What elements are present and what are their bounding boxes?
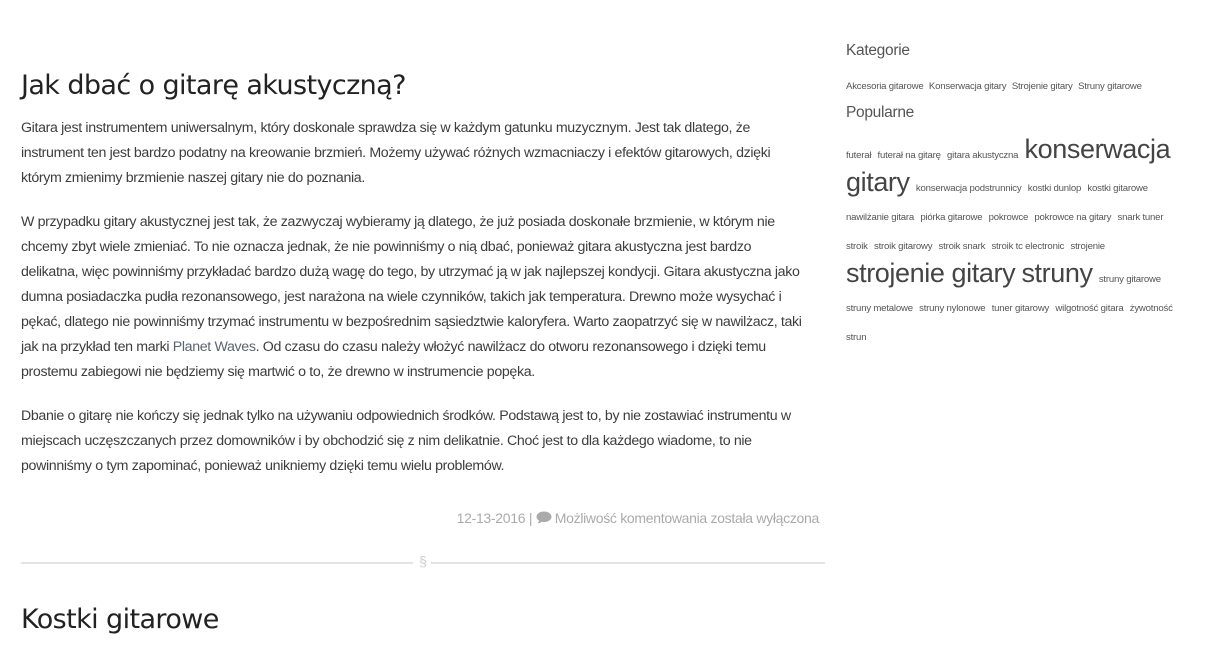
post-paragraph-2 bbox=[21, 210, 811, 385]
tag-link[interactable]: futerał bbox=[846, 150, 872, 161]
tag-link[interactable]: stroik tc electronic bbox=[991, 241, 1065, 252]
meta-separator: | bbox=[525, 510, 536, 526]
category-link[interactable]: Strojenie gitary bbox=[1011, 81, 1073, 92]
categories-list bbox=[846, 81, 1186, 92]
next-post-title[interactable]: Kostki gitarowe bbox=[21, 604, 219, 635]
tag-link[interactable]: snark tuner bbox=[1117, 212, 1164, 223]
tag-link[interactable]: pokrowce na gitary bbox=[1034, 212, 1112, 223]
tag-link[interactable]: stroik snark bbox=[938, 241, 986, 252]
popular-widget-title: Popularne bbox=[846, 104, 914, 121]
post-body bbox=[21, 116, 811, 498]
divider-section-mark: § bbox=[419, 553, 427, 569]
tag-link[interactable]: kostki gitarowe bbox=[1087, 183, 1148, 194]
tag-link[interactable]: żywotność strun bbox=[846, 303, 1173, 343]
tag-link[interactable]: konserwacja gitary bbox=[846, 134, 1171, 197]
tag-link[interactable]: futerał na gitarę bbox=[877, 150, 941, 161]
tag-link[interactable]: gitara akustyczna bbox=[947, 150, 1019, 161]
post-title[interactable]: Jak dbać o gitarę akustyczną? bbox=[21, 70, 406, 101]
post-paragraph-2-text-b: . Od czasu do czasu należy włożyć nawilżacz do otworu rezonansowego i dzięki temu prostemu zabiegowi nie będziemy się martwić o to, że drewno w instrumencie popęka. bbox=[21, 339, 766, 380]
post-paragraph-3: Dbanie o gitarę nie kończy się jednak tylko na używaniu odpowiednich środków. Podstawą jest to, by nie zostawiać instrumentu w miejscach uczęszczanych przez domowników i by obchodzić się z nim delikatnie. Choć jest to dla każdego wiadome, to nie powinniśmy o tym zapominać, ponieważ unikniemy dzięki temu wielu problemów. bbox=[21, 408, 791, 474]
category-link[interactable]: Struny gitarowe bbox=[1078, 81, 1142, 92]
comments-status: Możliwość komentowania została wyłączona bbox=[554, 510, 819, 526]
post-divider bbox=[21, 553, 825, 573]
divider-line-left bbox=[21, 562, 413, 564]
tag-cloud bbox=[846, 136, 1182, 351]
tag-link[interactable]: stroik gitarowy bbox=[873, 241, 933, 252]
tag-link[interactable]: nawilżanie gitara bbox=[846, 212, 915, 223]
categories-widget-title: Kategorie bbox=[846, 42, 910, 59]
post-paragraph-1: Gitara jest instrumentem uniwersalnym, który doskonale sprawdza się w każdym gatunku muzycznym. Jest tak dlatego, że instrument ten jest bardzo podatny na kreowanie brzmień. Możemy używać różnych wzmacniaczy i efektów gitarowych, dzięki którym zmienimy brzmienie naszej gitary nie do poznania. bbox=[21, 120, 771, 186]
planet-waves-link[interactable]: Planet Waves bbox=[172, 339, 256, 355]
post-meta bbox=[21, 510, 819, 526]
tag-link[interactable]: pokrowce bbox=[988, 212, 1029, 223]
tag-link[interactable]: wilgotność gitara bbox=[1055, 303, 1124, 314]
tag-link[interactable]: strojenie bbox=[1070, 241, 1105, 252]
tag-link[interactable]: struny bbox=[1021, 258, 1093, 288]
tag-link[interactable]: struny metalowe bbox=[846, 303, 913, 314]
post-paragraph-2-text-a: W przypadku gitary akustycznej jest tak, że zazwyczaj wybieramy ją dlatego, że już posiada doskonałe brzmienie, w którym nie chcemy zbyt wiele zmieniać. To nie oznacza jednak, że nie powinniśmy o nią dbać, ponieważ gitara akustyczna jest bardzo delikatna, więc powinniśmy przykładać bardzo dużą wagę do tego, by utrzymać ją w jak najlepszej kondycji. Gitara akustyczna jako dumna posiadaczka pudła rezonansowego, jest narażona na wiele czynników, takich jak temperatura. Drewno może wysychać i pękać, dlatego nie powinniśmy trzymać instrumentu w bezpośrednim sąsiedztwie kaloryfera. Warto zaopatrzyć się w nawilżacz, taki jak na przykład ten marki bbox=[21, 214, 802, 355]
post-date[interactable]: 12-13-2016 bbox=[456, 510, 526, 526]
tag-link[interactable]: piórka gitarowe bbox=[920, 212, 983, 223]
tag-link[interactable]: konserwacja podstrunnicy bbox=[915, 183, 1022, 194]
tag-link[interactable]: strojenie gitary bbox=[846, 258, 1016, 288]
category-link[interactable]: Akcesoria gitarowe bbox=[846, 81, 924, 92]
tag-link[interactable]: struny gitarowe bbox=[1098, 274, 1161, 285]
comment-icon bbox=[536, 511, 552, 524]
divider-line-right bbox=[431, 562, 825, 564]
tag-link[interactable]: struny nylonowe bbox=[919, 303, 986, 314]
tag-link[interactable]: kostki dunlop bbox=[1027, 183, 1082, 194]
tag-link[interactable]: stroik bbox=[846, 241, 868, 252]
category-link[interactable]: Konserwacja gitary bbox=[928, 81, 1007, 92]
tag-link[interactable]: tuner gitarowy bbox=[991, 303, 1050, 314]
